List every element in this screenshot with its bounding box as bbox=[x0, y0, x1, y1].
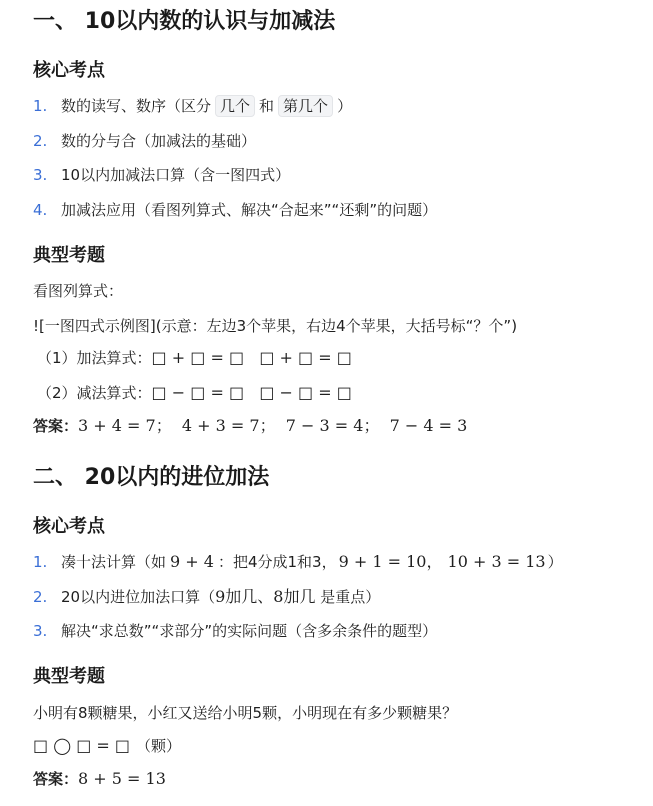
section-2-point-3 bbox=[33, 619, 437, 643]
section-1-point-4 bbox=[33, 198, 437, 222]
math-expression: 9 + 4 bbox=[170, 552, 214, 571]
section-1-image-note: ![一图四式示例图](示意：左边3个苹果，右边4个苹果，大括号标“？个”) bbox=[33, 317, 518, 335]
point-text: 加减法应用（看图列算式、解决“合起来”“还剩”的问题） bbox=[61, 201, 438, 219]
point-text: ） bbox=[547, 553, 563, 571]
section-2-point-2 bbox=[33, 585, 380, 609]
section-1-answer bbox=[33, 414, 467, 438]
math-expression: 8 + 5 = 13 bbox=[78, 769, 166, 788]
section-2-point-1 bbox=[33, 550, 563, 574]
math-expression: 9 + 1 = 10， 10 + 3 = 13 bbox=[338, 552, 546, 571]
point-text: 和 bbox=[259, 97, 275, 115]
section-2-title: 二、 20以内的进位加法 bbox=[33, 465, 270, 490]
section-2-typical-heading: 典型考题 bbox=[33, 666, 105, 687]
list-number: 2. bbox=[33, 588, 48, 606]
section-1-core-heading: 核心考点 bbox=[33, 60, 105, 81]
formula-unit: （颗） bbox=[136, 737, 182, 755]
question-1 bbox=[37, 346, 352, 370]
point-text: 解决“求总数”“求部分”的实际问题（含多余条件的题型） bbox=[61, 622, 438, 640]
answer-label: 答案： bbox=[33, 417, 79, 435]
answer-label: 答案： bbox=[33, 770, 79, 788]
math-expression: 9加几、8加几 bbox=[215, 587, 316, 606]
math-expression: □ ◯ □ = □ bbox=[33, 736, 131, 755]
point-text: 数的读写、数序（区分 bbox=[61, 97, 212, 115]
point-text: 是重点） bbox=[315, 588, 381, 606]
point-text: 凑十法计算（如 bbox=[61, 553, 167, 571]
section-1-point-3 bbox=[33, 163, 290, 187]
list-number: 2. bbox=[33, 132, 48, 150]
point-text: ：把4分成1和3， bbox=[217, 553, 337, 571]
inline-code: 几个 bbox=[215, 95, 255, 117]
section-2-question: 小明有8颗糖果，小红又送给小明5颗，小明现在有多少颗糖果？ bbox=[33, 704, 458, 722]
section-2-formula bbox=[33, 734, 181, 758]
question-label: （1）加法算式： bbox=[37, 349, 152, 367]
section-1-typical-heading: 典型考题 bbox=[33, 245, 105, 266]
point-text: 10以内加减法口算（含一图四式） bbox=[61, 166, 291, 184]
section-2-answer bbox=[33, 767, 166, 791]
inline-code: 第几个 bbox=[278, 95, 333, 117]
question-2 bbox=[37, 381, 352, 405]
list-number: 4. bbox=[33, 201, 48, 219]
section-2-core-heading: 核心考点 bbox=[33, 516, 105, 537]
list-number: 3. bbox=[33, 622, 48, 640]
point-text: ） bbox=[337, 97, 353, 115]
point-text: 数的分与合（加减法的基础） bbox=[61, 132, 257, 150]
point-text: 20以内进位加法口算（ bbox=[61, 588, 216, 606]
math-expression: 3 + 4 = 7； 4 + 3 = 7； 7 − 3 = 4； 7 − 4 = 3 bbox=[78, 416, 468, 435]
math-expression: □ + □ = □ □ + □ = □ bbox=[151, 348, 352, 367]
question-label: （2）减法算式： bbox=[37, 384, 152, 402]
section-1-title: 一、 10以内数的认识与加减法 bbox=[33, 9, 336, 34]
section-1-intro: 看图列算式： bbox=[33, 282, 124, 300]
list-number: 1. bbox=[33, 97, 48, 115]
math-expression: □ − □ = □ □ − □ = □ bbox=[151, 383, 352, 402]
section-1-point-1 bbox=[33, 94, 352, 118]
section-1-point-2 bbox=[33, 129, 256, 153]
list-number: 1. bbox=[33, 553, 48, 571]
list-number: 3. bbox=[33, 166, 48, 184]
